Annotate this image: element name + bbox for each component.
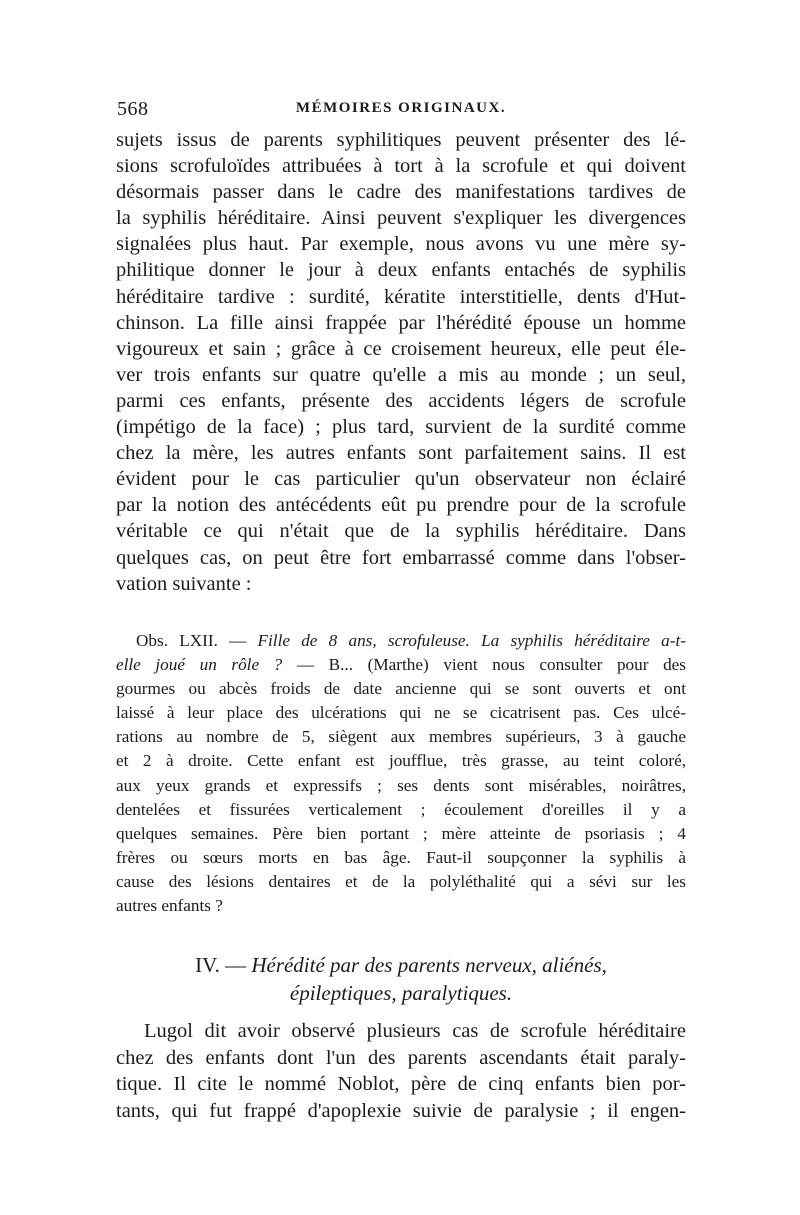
- observation-line: laissé à leur place des ulcérations qui ne se cicatrisent pas. Ces ulcé-: [116, 703, 686, 723]
- text-line: véritable ce qui n'était que de la syphilis héréditaire. Dans: [116, 520, 686, 543]
- observation-title-continued: elle joué un rôle ?: [116, 655, 283, 675]
- text-line: (impétigo de la face) ; plus tard, survient de la surdité comme: [116, 416, 686, 439]
- observation-line: [116, 653, 686, 677]
- observation-line: frères ou sœurs morts en bas âge. Faut-il soupçonner la syphilis à: [116, 847, 686, 867]
- section-number: IV. —: [195, 953, 252, 977]
- text-line: parmi ces enfants, présente des accidents légers de scrofule: [116, 389, 686, 412]
- text-line: sions scrofuloïdes attribuées à tort à la scrofule et qui doivent: [116, 155, 686, 178]
- observation-line: autres enfants ?: [116, 896, 223, 916]
- text-line: sujets issus de parents syphilitiques peuvent présenter des lé-: [116, 129, 686, 151]
- text-line: quelques cas, on peut être fort embarrassé comme dans l'obser-: [116, 546, 686, 569]
- observation-block: [116, 629, 686, 918]
- observation-label: Obs. LXII. —: [136, 631, 258, 650]
- text-line: désormais passer dans le cadre des manifestations tardives de: [116, 181, 686, 204]
- paragraph-1: [116, 127, 686, 597]
- page-header: [117, 98, 685, 124]
- text-line: évident pour le cas particulier qu'un observateur non éclairé: [116, 468, 686, 491]
- text-line: par la notion des antécédents eût pu prendre pour de la scrofule: [116, 494, 686, 517]
- observation-line: dentelées et fissurées verticalement ; écoulement d'oreilles il y a: [116, 799, 686, 819]
- text-line: tique. Il cite le nommé Noblot, père de cinq enfants bien por-: [116, 1073, 686, 1095]
- text-line: ver trois enfants sur quatre qu'elle a mis au monde ; un seul,: [116, 363, 686, 386]
- section-heading: [116, 951, 686, 1007]
- text-line: tants, qui fut frappé d'apoplexie suivie de paralysie ; il engen-: [116, 1099, 686, 1122]
- text-line: signalées plus haut. Par exemple, nous avons vu une mère sy-: [116, 233, 686, 256]
- text-line: Lugol dit avoir observé plusieurs cas de scrofule héréditaire: [144, 1020, 686, 1042]
- text-line: chez des enfants dont l'un des parents ascendants était paraly-: [116, 1046, 686, 1069]
- running-head: MÉMOIRES ORIGINAUX.: [295, 100, 507, 116]
- observation-title: Fille de 8 ans, scrofuleuse. La syphilis héréditaire a-t-: [257, 631, 686, 650]
- text-line: chez la mère, les autres enfants sont parfaitement sains. Il est: [116, 442, 686, 465]
- text-line: vigoureux et sain ; grâce à ce croisement heureux, elle peut éle-: [116, 337, 686, 360]
- observation-line: aux yeux grands et expressifs ; ses dents sont misérables, noirâtres,: [116, 775, 686, 795]
- observation-line: quelques semaines. Père bien portant ; mère atteinte de psoriasis ; 4: [116, 823, 686, 843]
- observation-line: gourmes ou abcès froids de date ancienne qui se sont ouverts et ont: [116, 679, 686, 699]
- text-line: philitique donner le jour à deux enfants entachés de syphilis: [116, 259, 686, 282]
- text-line: la syphilis héréditaire. Ainsi peuvent s'expliquer les divergences: [116, 207, 686, 230]
- section-title: Hérédité par des parents nerveux, aliénés,: [251, 953, 607, 977]
- observation-text: — B... (Marthe) vient nous consulter pour des: [282, 655, 686, 675]
- observation-heading-line: [116, 629, 686, 653]
- section-heading-line: [116, 979, 686, 1007]
- observation-line: cause des lésions dentaires et de la polyléthalité qui a sévi sur les: [116, 871, 686, 891]
- text-line: héréditaire tardive : surdité, kératite interstitielle, dents d'Hut-: [116, 285, 686, 308]
- section-heading-line: [116, 951, 686, 979]
- paragraph-2: [116, 1018, 686, 1124]
- page-number: 568: [117, 98, 149, 120]
- text-line: chinson. La fille ainsi frappée par l'hérédité épouse un homme: [116, 311, 686, 334]
- section-title-continued: épileptiques, paralytiques.: [289, 981, 513, 1005]
- observation-line: rations au nombre de 5, siègent aux membres supérieurs, 3 à gauche: [116, 727, 686, 747]
- observation-line: et 2 à droite. Cette enfant est joufflue, très grasse, au teint coloré,: [116, 751, 686, 771]
- text-line: vation suivante :: [116, 572, 252, 595]
